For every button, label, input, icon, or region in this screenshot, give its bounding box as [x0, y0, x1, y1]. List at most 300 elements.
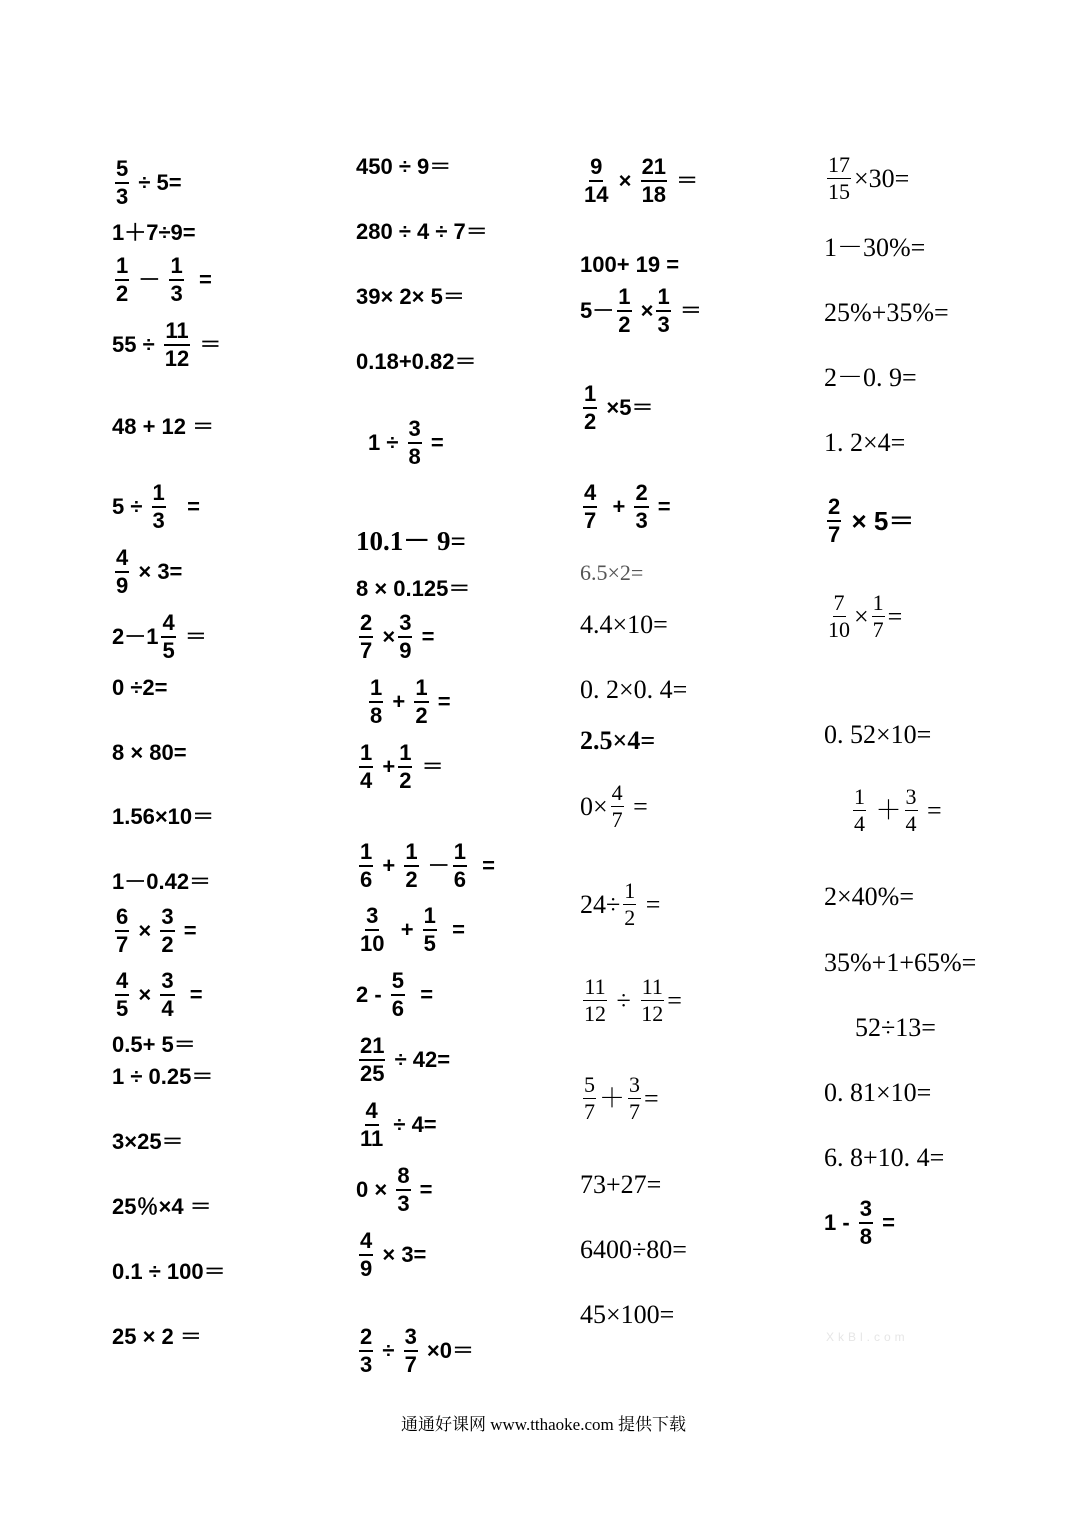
- fraction-numerator: 11: [584, 974, 606, 999]
- expression-text: =: [887, 601, 903, 631]
- fraction-denominator: 7: [404, 1352, 417, 1377]
- fraction: [423, 905, 437, 955]
- fraction-numerator: 3: [160, 906, 174, 932]
- fraction-denominator: 2: [584, 409, 597, 434]
- expression-text: 5－: [580, 298, 615, 323]
- expression-text: 73+27=: [580, 1170, 662, 1199]
- fraction-denominator: 14: [584, 182, 609, 207]
- expression-text: 4.4×10=: [580, 610, 668, 639]
- fraction-denominator: 3: [152, 508, 165, 533]
- problem: [112, 416, 214, 438]
- problem: [356, 742, 444, 792]
- expression-text: ×: [634, 298, 654, 323]
- fraction-denominator: 2: [116, 281, 129, 306]
- expression-text: +: [386, 689, 412, 714]
- problem: [112, 547, 182, 597]
- fraction-denominator: 3: [170, 281, 183, 306]
- fraction-denominator: 3: [397, 1191, 410, 1216]
- expression-text: 2－1: [112, 624, 159, 649]
- expression-text: × 3=: [132, 559, 183, 584]
- fraction: [160, 906, 174, 956]
- expression-text: 3×25＝: [112, 1129, 184, 1154]
- expression-text: 2×40%=: [824, 882, 914, 911]
- fraction-numerator: 3: [160, 970, 174, 996]
- expression-text: 0. 81×10=: [824, 1078, 932, 1107]
- fraction-numerator: 1: [404, 841, 418, 867]
- expression-text: 0 ×: [356, 1177, 394, 1202]
- fraction-denominator: 9: [116, 573, 129, 598]
- fraction: [359, 841, 373, 891]
- expression-text: ＝: [193, 332, 222, 357]
- problem: [112, 1066, 213, 1088]
- problem: [855, 1015, 936, 1041]
- fraction-numerator: 1: [617, 286, 631, 312]
- expression-text: 1. 2×4=: [824, 428, 906, 457]
- problem: [112, 1196, 212, 1218]
- fraction-numerator: 3: [408, 418, 422, 444]
- fraction: [611, 782, 624, 831]
- fraction-denominator: 4: [360, 768, 373, 793]
- fraction-denominator: 2: [618, 312, 631, 337]
- fraction-numerator: 4: [365, 1100, 379, 1126]
- problem: [112, 1261, 226, 1283]
- expression-text: 0. 52×10=: [824, 720, 932, 749]
- problem: [580, 562, 643, 584]
- expression-text: 1－30%=: [824, 233, 926, 262]
- problem: [580, 880, 660, 929]
- expression-text: =: [168, 494, 200, 519]
- problem: [580, 1302, 674, 1328]
- fraction-denominator: 5: [423, 931, 436, 956]
- fraction: [152, 482, 166, 532]
- problem: [580, 976, 682, 1025]
- problem: [356, 841, 495, 891]
- fraction-numerator: 4: [583, 482, 597, 508]
- fraction-denominator: 6: [391, 996, 405, 1021]
- fraction-numerator: 1: [872, 590, 884, 615]
- fraction: [359, 742, 373, 792]
- fraction: [115, 970, 129, 1020]
- fraction-denominator: 7: [611, 807, 623, 832]
- problem: [580, 677, 687, 703]
- expression-text: ×5＝: [600, 395, 654, 420]
- expression-text: 55 ÷: [112, 332, 161, 357]
- fraction-denominator: 4: [905, 811, 917, 836]
- fraction-denominator: 7: [872, 617, 884, 642]
- expression-text: 25％×4 ＝: [112, 1194, 212, 1219]
- fraction: [583, 1074, 596, 1123]
- fraction: [640, 976, 664, 1025]
- fraction-numerator: 21: [359, 1035, 385, 1061]
- fraction-numerator: 1: [624, 878, 636, 903]
- problem: [356, 156, 451, 178]
- problem: [824, 950, 976, 976]
- fraction-denominator: 5: [162, 638, 175, 663]
- problem: [112, 742, 187, 764]
- problem: [580, 156, 698, 206]
- expression-text: 1.56×10＝: [112, 804, 215, 829]
- expression-text: 25 × 2 ＝: [112, 1324, 202, 1349]
- expression-text: ×: [854, 601, 869, 631]
- problem: [824, 300, 949, 326]
- fraction-numerator: 3: [365, 905, 379, 931]
- fraction-numerator: 6: [115, 906, 129, 932]
- fraction-denominator: 7: [116, 932, 129, 957]
- problem: [112, 612, 207, 662]
- problem: [824, 154, 909, 203]
- fraction: [115, 547, 129, 597]
- problem: [580, 482, 671, 532]
- footer-credit: 通通好课网 www.tthaoke.com 提供下载: [400, 1415, 687, 1434]
- expression-text: ÷ 42=: [388, 1047, 451, 1072]
- problem: [824, 592, 902, 641]
- fraction-numerator: 8: [396, 1165, 410, 1191]
- fraction-numerator: 7: [833, 590, 845, 615]
- expression-text: =: [415, 624, 435, 649]
- fraction: [634, 482, 648, 532]
- fraction-denominator: 9: [360, 1256, 373, 1281]
- fraction-denominator: 2: [624, 905, 636, 930]
- problem: [112, 970, 203, 1020]
- expression-text: =: [651, 494, 671, 519]
- fraction: [408, 418, 422, 468]
- fraction-denominator: 7: [629, 1099, 641, 1124]
- fraction-numerator: 1: [169, 255, 183, 281]
- expression-text: ＝: [415, 754, 444, 779]
- problem: [356, 1230, 426, 1280]
- problem: [112, 906, 197, 956]
- problem: [580, 286, 702, 336]
- problem: [580, 1172, 661, 1198]
- expression-text: × 3=: [376, 1242, 427, 1267]
- fraction: [115, 255, 129, 305]
- expression-text: 6. 8+10. 4=: [824, 1143, 945, 1172]
- fraction: [369, 677, 383, 727]
- expression-text: 1＋7÷9=: [112, 220, 196, 245]
- expression-text: 0.18+0.82＝: [356, 349, 477, 374]
- fraction-numerator: 3: [859, 1198, 873, 1224]
- fraction-denominator: 4: [161, 996, 174, 1021]
- fraction: [905, 786, 918, 835]
- fraction-denominator: 11: [360, 1126, 384, 1151]
- fraction-denominator: 15: [828, 179, 850, 204]
- expression-text: 0 ÷2=: [112, 675, 168, 700]
- fraction-denominator: 10: [828, 617, 850, 642]
- expression-text: 10.1－ 9=: [356, 526, 466, 556]
- expression-text: 0.1 ÷ 100＝: [112, 1259, 226, 1284]
- expression-text: ÷ 5=: [132, 170, 182, 195]
- fraction-denominator: 6: [453, 867, 466, 892]
- expression-text: =: [186, 267, 212, 292]
- expression-text: 1－0.42＝: [112, 869, 212, 894]
- fraction-denominator: 7: [360, 638, 373, 663]
- problem: [356, 351, 477, 373]
- expression-text: +: [388, 917, 420, 942]
- fraction: [160, 970, 174, 1020]
- fraction-denominator: 2: [399, 768, 412, 793]
- fraction-numerator: 1: [414, 677, 428, 703]
- fraction: [359, 1326, 373, 1376]
- problem: [356, 1326, 474, 1376]
- problem: [112, 1131, 184, 1153]
- problem: [580, 383, 653, 433]
- fraction-numerator: 1: [359, 841, 373, 867]
- fraction-numerator: 3: [905, 784, 917, 809]
- expression-text: +: [600, 494, 632, 519]
- fraction-numerator: 1: [115, 255, 129, 281]
- fraction: [115, 158, 129, 208]
- problem: [580, 612, 668, 638]
- fraction: [583, 156, 609, 206]
- problem: [356, 1035, 450, 1085]
- expression-text: 25%+35%=: [824, 298, 949, 327]
- fraction-numerator: 21: [641, 156, 667, 182]
- expression-text: ×: [612, 168, 638, 193]
- expression-text: × 5＝: [844, 506, 915, 536]
- expression-text: =: [626, 791, 648, 821]
- expression-text: ＋: [599, 1083, 626, 1113]
- problem: [368, 418, 444, 468]
- fraction: [359, 1230, 373, 1280]
- fraction-numerator: 5: [391, 970, 405, 996]
- fraction-numerator: 3: [404, 1326, 418, 1352]
- problem: [112, 320, 221, 370]
- fraction: [453, 841, 467, 891]
- fraction-numerator: 5: [115, 158, 129, 184]
- expression-text: =: [920, 795, 942, 825]
- problem: [356, 1165, 433, 1215]
- problem: [850, 786, 942, 835]
- problem: [580, 782, 648, 831]
- fraction: [404, 1326, 418, 1376]
- fraction-denominator: 8: [408, 444, 421, 469]
- expression-text: =: [424, 430, 444, 455]
- problem: [356, 578, 470, 600]
- fraction-denominator: 4: [854, 811, 865, 836]
- expression-text: 24÷: [580, 889, 621, 919]
- fraction-denominator: 2: [405, 867, 418, 892]
- fraction-numerator: 4: [611, 780, 623, 805]
- problem: [356, 1100, 437, 1150]
- fraction: [853, 786, 866, 835]
- fraction: [583, 383, 597, 433]
- fraction: [398, 742, 412, 792]
- fraction-numerator: 1: [583, 383, 597, 409]
- fraction: [583, 482, 597, 532]
- expression-text: 0.5+ 5＝: [112, 1032, 196, 1057]
- fraction: [359, 612, 373, 662]
- expression-text: 2－0. 9=: [824, 363, 917, 392]
- expression-text: =: [177, 918, 197, 943]
- expression-text: =: [644, 1083, 659, 1113]
- expression-text: 6400÷80=: [580, 1235, 687, 1264]
- expression-text: ×: [132, 982, 158, 1007]
- problem: [356, 286, 465, 308]
- expression-text: ÷ 4=: [387, 1112, 437, 1137]
- problem: [112, 806, 214, 828]
- problem: [112, 482, 200, 532]
- expression-text: 48 + 12 ＝: [112, 414, 215, 439]
- fraction-numerator: 17: [828, 152, 850, 177]
- expression-text: +: [376, 754, 396, 779]
- problem: [112, 1326, 202, 1348]
- fraction-numerator: 5: [584, 1072, 595, 1097]
- expression-text: 1 ÷ 0.25＝: [112, 1064, 214, 1089]
- fraction: [359, 1100, 384, 1150]
- expression-text: =: [177, 982, 203, 1007]
- expression-text: =: [876, 1210, 896, 1235]
- fraction: [115, 906, 129, 956]
- fraction-denominator: 18: [641, 182, 667, 207]
- fraction-denominator: 7: [584, 508, 597, 533]
- expression-text: =: [408, 982, 434, 1007]
- expression-text: ×0＝: [420, 1338, 475, 1363]
- expression-text: －: [132, 267, 167, 292]
- fraction-numerator: 2: [359, 1326, 373, 1352]
- fraction: [404, 841, 418, 891]
- fraction: [617, 286, 631, 336]
- problem: [356, 905, 465, 955]
- problem: [112, 871, 211, 893]
- fraction: [359, 905, 385, 955]
- fraction-denominator: 12: [584, 1001, 606, 1026]
- fraction-numerator: 1: [423, 905, 437, 931]
- problem: [824, 430, 905, 456]
- expression-text: ×: [376, 624, 396, 649]
- expression-text: =: [639, 889, 661, 919]
- fraction-numerator: 4: [161, 612, 175, 638]
- fraction-denominator: 6: [360, 867, 373, 892]
- problem: [824, 884, 914, 910]
- fraction-denominator: 7: [584, 1099, 595, 1124]
- fraction-numerator: 1: [854, 784, 865, 809]
- fraction: [859, 1198, 873, 1248]
- expression-text: =: [413, 1177, 433, 1202]
- expression-text: 280 ÷ 4 ÷ 7＝: [356, 219, 488, 244]
- expression-text: 1 -: [824, 1210, 856, 1235]
- expression-text: =: [667, 985, 682, 1015]
- fraction-numerator: 1: [359, 742, 373, 768]
- fraction: [827, 154, 851, 203]
- fraction: [414, 677, 428, 727]
- problem: [824, 365, 917, 391]
- problem: [580, 1237, 687, 1263]
- fraction-denominator: 3: [116, 184, 129, 209]
- expression-text: 0×: [580, 791, 608, 821]
- expression-text: 8 × 80=: [112, 740, 187, 765]
- expression-text: 2 -: [356, 982, 388, 1007]
- fraction: [169, 255, 183, 305]
- expression-text: ×30=: [854, 163, 910, 193]
- problem: [824, 1145, 944, 1171]
- problem: [824, 722, 931, 748]
- expression-text: ÷: [376, 1338, 401, 1363]
- problem: [112, 1034, 196, 1056]
- problem: [580, 254, 679, 276]
- fraction-numerator: 1: [369, 677, 383, 703]
- problem: [824, 1080, 931, 1106]
- expression-text: =: [439, 917, 465, 942]
- fraction-numerator: 1: [152, 482, 166, 508]
- fraction-denominator: 8: [370, 703, 383, 728]
- problem: [824, 235, 925, 261]
- fraction: [359, 1035, 385, 1085]
- expression-text: ＋: [869, 795, 902, 825]
- fraction-numerator: 4: [359, 1230, 373, 1256]
- problem: [112, 222, 196, 244]
- expression-text: 6.5×2=: [580, 560, 644, 585]
- expression-text: =: [431, 689, 451, 714]
- expression-text: ÷: [610, 985, 638, 1015]
- problem: [112, 255, 212, 305]
- fraction-denominator: 25: [360, 1061, 385, 1086]
- fraction-numerator: 3: [629, 1072, 641, 1097]
- expression-text: 35%+1+65%=: [824, 948, 977, 977]
- fraction-numerator: 11: [641, 974, 663, 999]
- expression-text: 2.5×4=: [580, 726, 656, 755]
- expression-text: 39× 2× 5＝: [356, 284, 465, 309]
- fraction-denominator: 9: [399, 638, 412, 663]
- problem: [356, 612, 434, 662]
- fraction: [164, 320, 190, 370]
- fraction: [583, 976, 607, 1025]
- fraction-denominator: 3: [360, 1352, 373, 1377]
- expression-text: ＝: [178, 624, 207, 649]
- fraction-numerator: 1: [398, 742, 412, 768]
- problem: [356, 970, 433, 1020]
- fraction: [827, 592, 851, 641]
- fraction-numerator: 4: [115, 547, 129, 573]
- fraction-numerator: 2: [359, 612, 373, 638]
- expression-text: 450 ÷ 9＝: [356, 154, 452, 179]
- fraction: [161, 612, 175, 662]
- fraction-denominator: 3: [635, 508, 648, 533]
- fraction-numerator: 3: [398, 612, 412, 638]
- fraction-denominator: 2: [415, 703, 428, 728]
- expression-text: 5 ÷: [112, 494, 149, 519]
- fraction-numerator: 1: [453, 841, 467, 867]
- fraction: [872, 592, 885, 641]
- fraction: [628, 1074, 641, 1123]
- problem: [112, 158, 182, 208]
- expression-text: ＝: [670, 168, 699, 193]
- fraction-denominator: 12: [164, 346, 190, 371]
- expression-text: 45×100=: [580, 1300, 675, 1329]
- expression-text: ×: [132, 918, 158, 943]
- fraction: [398, 612, 412, 662]
- fraction: [623, 880, 636, 929]
- problem: [580, 1074, 659, 1123]
- expression-text: 0. 2×0. 4=: [580, 675, 688, 704]
- fraction-numerator: 9: [589, 156, 603, 182]
- fraction-numerator: 4: [115, 970, 129, 996]
- fraction-denominator: 3: [657, 312, 670, 337]
- problem: [824, 496, 914, 546]
- fraction: [396, 1165, 410, 1215]
- expression-text: 52÷13=: [855, 1013, 936, 1042]
- fraction-numerator: 11: [164, 320, 189, 346]
- expression-text: ＝: [673, 298, 702, 323]
- expression-text: 1 ÷: [368, 430, 405, 455]
- fraction-numerator: 2: [634, 482, 648, 508]
- fraction: [641, 156, 667, 206]
- fraction: [827, 496, 841, 546]
- fraction: [391, 970, 405, 1020]
- expression-text: －: [421, 853, 450, 878]
- fraction-denominator: 12: [641, 1001, 664, 1026]
- problem: [356, 528, 466, 555]
- fraction-denominator: 2: [161, 932, 174, 957]
